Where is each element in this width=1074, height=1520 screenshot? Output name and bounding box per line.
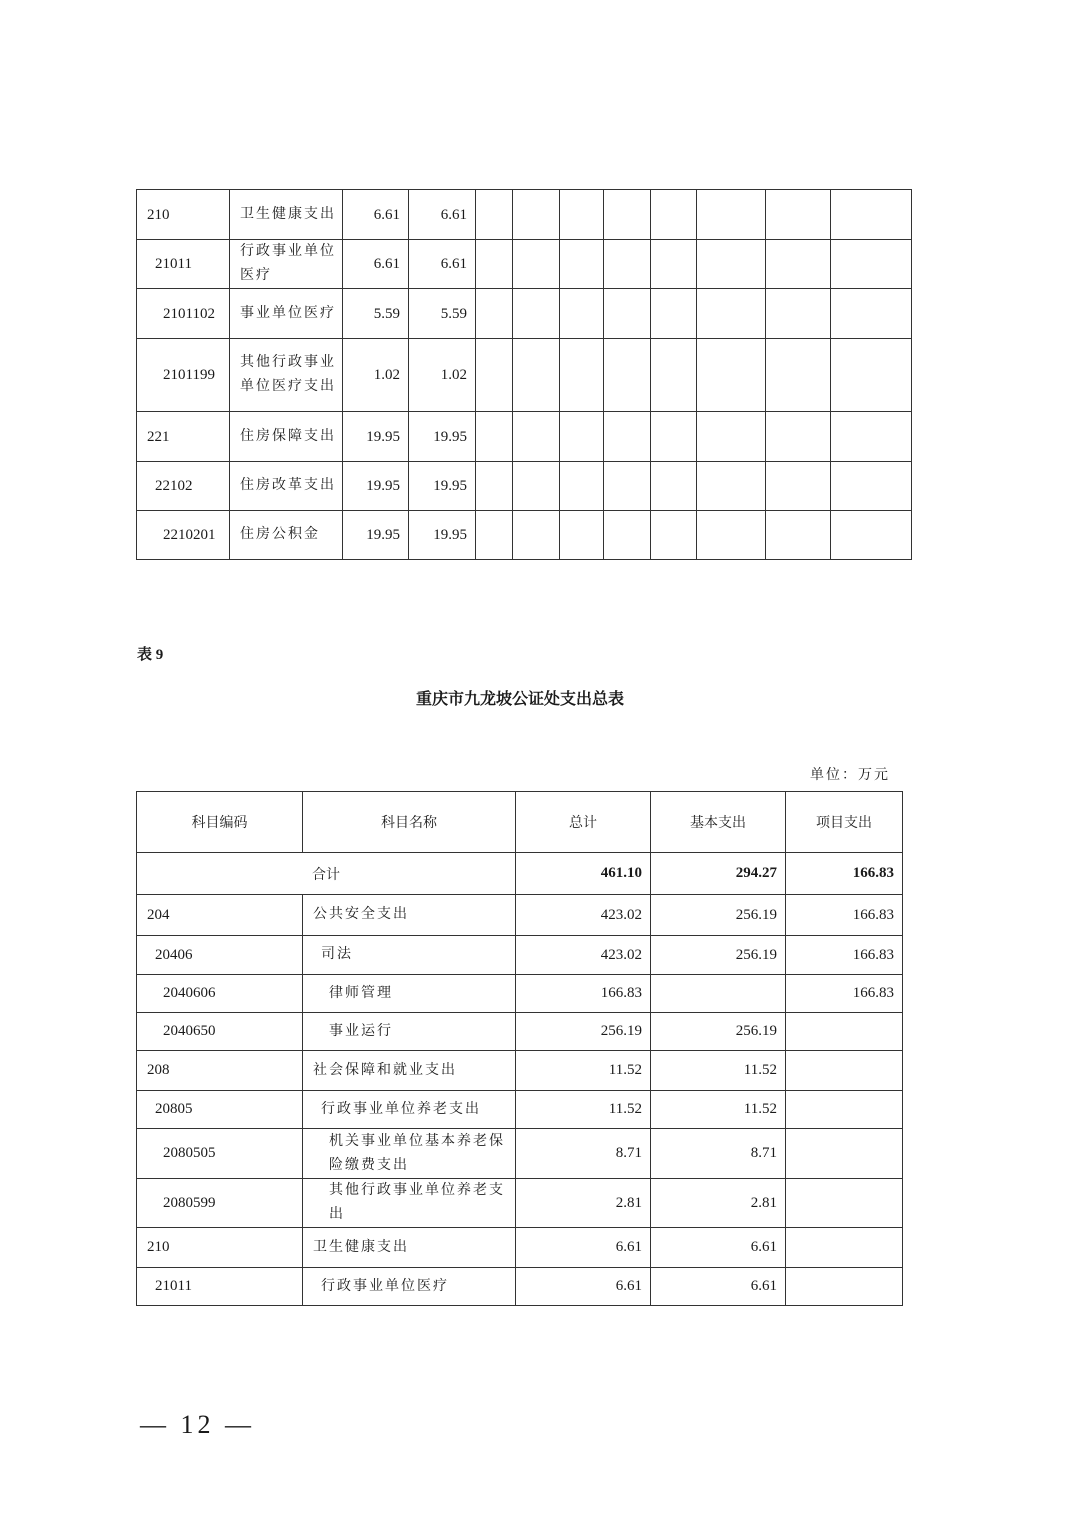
total-cell: 11.52 (516, 1091, 651, 1129)
empty-cell (476, 511, 513, 560)
total-cell: 1.02 (343, 339, 409, 412)
code-cell: 204 (137, 895, 303, 936)
empty-cell (604, 412, 651, 462)
name-cell: 其他行政事业单位医疗支出 (230, 339, 343, 412)
total-cell: 6.61 (516, 1268, 651, 1306)
total-project: 166.83 (786, 853, 903, 895)
empty-cell (476, 190, 513, 240)
empty-cell (651, 289, 697, 339)
project-cell: 166.83 (786, 975, 903, 1013)
basic-cell: 6.61 (409, 190, 476, 240)
total-cell: 166.83 (516, 975, 651, 1013)
empty-cell (513, 412, 560, 462)
name-cell: 行政事业单位医疗 (303, 1268, 516, 1306)
empty-cell (831, 190, 912, 240)
total-cell: 5.59 (343, 289, 409, 339)
empty-cell (560, 240, 604, 289)
name-cell: 卫生健康支出 (303, 1228, 516, 1268)
name-cell: 住房改革支出 (230, 462, 343, 511)
code-cell: 2080599 (137, 1179, 303, 1228)
table-row (137, 1129, 903, 1179)
empty-cell (697, 412, 766, 462)
empty-cell (604, 339, 651, 412)
code-cell: 2101102 (137, 289, 230, 339)
empty-cell (560, 462, 604, 511)
name-cell: 行政事业单位养老支出 (303, 1091, 516, 1129)
empty-cell (476, 339, 513, 412)
empty-cell (766, 190, 831, 240)
empty-cell (697, 240, 766, 289)
code-cell: 20406 (137, 936, 303, 975)
empty-cell (651, 462, 697, 511)
header-row (137, 792, 903, 853)
name-cell: 事业单位医疗 (230, 289, 343, 339)
table-row (137, 1268, 903, 1306)
table-row (137, 1228, 903, 1268)
total-cell: 11.52 (516, 1051, 651, 1091)
name-cell: 社会保障和就业支出 (303, 1051, 516, 1091)
table-row (137, 895, 903, 936)
total-cell: 19.95 (343, 511, 409, 560)
empty-cell (476, 462, 513, 511)
code-cell: 2101199 (137, 339, 230, 412)
empty-cell (831, 240, 912, 289)
empty-cell (831, 339, 912, 412)
code-cell: 2210201 (137, 511, 230, 560)
header-total: 总计 (516, 792, 651, 853)
empty-cell (651, 412, 697, 462)
basic-cell: 11.52 (651, 1091, 786, 1129)
empty-cell (604, 190, 651, 240)
page-number: — 12 — (140, 1410, 255, 1439)
empty-cell (766, 511, 831, 560)
total-sum: 461.10 (516, 853, 651, 895)
code-cell: 2040650 (137, 1013, 303, 1051)
empty-cell (651, 240, 697, 289)
basic-cell: 256.19 (651, 936, 786, 975)
code-cell: 21011 (137, 1268, 303, 1306)
project-cell (786, 1091, 903, 1129)
empty-cell (831, 289, 912, 339)
empty-cell (831, 462, 912, 511)
code-cell: 22102 (137, 462, 230, 511)
name-cell: 司法 (303, 936, 516, 975)
empty-cell (766, 412, 831, 462)
total-cell: 8.71 (516, 1129, 651, 1179)
header-code: 科目编码 (137, 792, 303, 853)
table-row (137, 936, 903, 975)
table-row (137, 240, 912, 289)
empty-cell (513, 339, 560, 412)
table-row (137, 339, 912, 412)
empty-cell (476, 412, 513, 462)
project-cell (786, 1228, 903, 1268)
basic-cell: 5.59 (409, 289, 476, 339)
basic-cell: 2.81 (651, 1179, 786, 1228)
empty-cell (513, 289, 560, 339)
name-cell: 公共安全支出 (303, 895, 516, 936)
empty-cell (560, 339, 604, 412)
name-cell: 机关事业单位基本养老保险缴费支出 (303, 1129, 516, 1179)
total-basic: 294.27 (651, 853, 786, 895)
table-number-label: 表 9 (137, 647, 164, 663)
header-project: 项目支出 (786, 792, 903, 853)
empty-cell (560, 289, 604, 339)
code-cell: 208 (137, 1051, 303, 1091)
total-row (137, 853, 903, 895)
basic-cell: 19.95 (409, 462, 476, 511)
project-cell: 166.83 (786, 895, 903, 936)
header-basic: 基本支出 (651, 792, 786, 853)
basic-cell: 19.95 (409, 412, 476, 462)
unit-label: 单位：万元 (810, 768, 890, 783)
empty-cell (560, 412, 604, 462)
code-cell: 210 (137, 1228, 303, 1268)
empty-cell (831, 412, 912, 462)
table-row (137, 190, 912, 240)
empty-cell (697, 289, 766, 339)
basic-cell (651, 975, 786, 1013)
empty-cell (766, 289, 831, 339)
project-cell: 166.83 (786, 936, 903, 975)
basic-cell: 6.61 (409, 240, 476, 289)
expenditure-summary-table (136, 791, 903, 1306)
table-row (137, 1051, 903, 1091)
empty-cell (697, 511, 766, 560)
table-row (137, 289, 912, 339)
total-cell: 2.81 (516, 1179, 651, 1228)
basic-cell: 256.19 (651, 895, 786, 936)
total-cell: 6.61 (343, 240, 409, 289)
empty-cell (766, 240, 831, 289)
empty-cell (476, 240, 513, 289)
name-cell: 律师管理 (303, 975, 516, 1013)
code-cell: 210 (137, 190, 230, 240)
empty-cell (560, 190, 604, 240)
table-row (137, 511, 912, 560)
empty-cell (766, 462, 831, 511)
header-name: 科目名称 (303, 792, 516, 853)
table-row (137, 1013, 903, 1051)
empty-cell (604, 240, 651, 289)
empty-cell (604, 462, 651, 511)
total-cell: 6.61 (516, 1228, 651, 1268)
empty-cell (697, 462, 766, 511)
name-cell: 卫生健康支出 (230, 190, 343, 240)
empty-cell (697, 339, 766, 412)
name-cell: 住房公积金 (230, 511, 343, 560)
table-row (137, 462, 912, 511)
empty-cell (513, 190, 560, 240)
table-title: 重庆市九龙坡公证处支出总表 (415, 691, 624, 708)
empty-cell (560, 511, 604, 560)
total-cell: 423.02 (516, 895, 651, 936)
total-cell: 19.95 (343, 462, 409, 511)
basic-cell: 1.02 (409, 339, 476, 412)
total-label: 合计 (137, 853, 516, 895)
project-cell (786, 1051, 903, 1091)
table-row (137, 1091, 903, 1129)
name-cell: 住房保障支出 (230, 412, 343, 462)
table-row (137, 412, 912, 462)
basic-cell: 256.19 (651, 1013, 786, 1051)
basic-cell: 6.61 (651, 1228, 786, 1268)
continued-expenditure-table (136, 189, 912, 560)
empty-cell (513, 462, 560, 511)
code-cell: 2080505 (137, 1129, 303, 1179)
empty-cell (831, 511, 912, 560)
table-row (137, 975, 903, 1013)
empty-cell (651, 190, 697, 240)
name-cell: 行政事业单位医疗 (230, 240, 343, 289)
empty-cell (604, 511, 651, 560)
code-cell: 20805 (137, 1091, 303, 1129)
project-cell (786, 1013, 903, 1051)
empty-cell (651, 339, 697, 412)
empty-cell (697, 190, 766, 240)
project-cell (786, 1268, 903, 1306)
basic-cell: 6.61 (651, 1268, 786, 1306)
code-cell: 2040606 (137, 975, 303, 1013)
basic-cell: 19.95 (409, 511, 476, 560)
total-cell: 19.95 (343, 412, 409, 462)
total-cell: 256.19 (516, 1013, 651, 1051)
code-cell: 21011 (137, 240, 230, 289)
empty-cell (476, 289, 513, 339)
name-cell: 事业运行 (303, 1013, 516, 1051)
basic-cell: 11.52 (651, 1051, 786, 1091)
empty-cell (513, 511, 560, 560)
total-cell: 423.02 (516, 936, 651, 975)
basic-cell: 8.71 (651, 1129, 786, 1179)
empty-cell (651, 511, 697, 560)
table-row (137, 1179, 903, 1228)
total-cell: 6.61 (343, 190, 409, 240)
name-cell: 其他行政事业单位养老支出 (303, 1179, 516, 1228)
project-cell (786, 1129, 903, 1179)
empty-cell (513, 240, 560, 289)
project-cell (786, 1179, 903, 1228)
empty-cell (766, 339, 831, 412)
empty-cell (604, 289, 651, 339)
code-cell: 221 (137, 412, 230, 462)
